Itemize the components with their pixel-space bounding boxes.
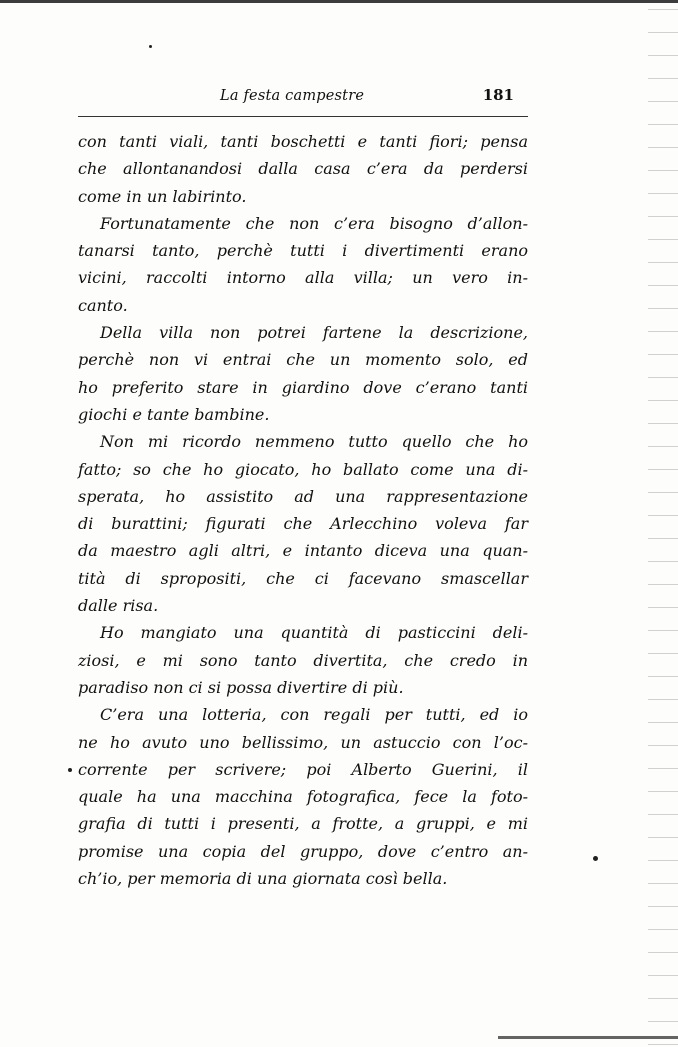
body-text <box>78 128 528 892</box>
ink-speck <box>68 768 72 772</box>
text-line: che allontanandosi dalla casa c’era da perdersi <box>78 159 528 179</box>
text-line: tità di spropositi, che ci facevano smascellar <box>78 568 528 588</box>
page-header <box>78 86 528 116</box>
text-line: canto. <box>78 295 128 315</box>
text-line: quale ha una macchina fotografica, fece la foto- <box>78 787 528 807</box>
text-line: Non mi ricordo nemmeno tutto quello che ho <box>100 432 528 452</box>
header-rule <box>78 116 528 117</box>
text-line: ch’io, per memoria di una giornata così bella. <box>78 869 448 889</box>
text-line: ziosi, e mi sono tanto divertita, che credo in <box>78 650 528 670</box>
text-line: giochi e tante bambine. <box>78 404 270 424</box>
scan-edge-right <box>648 0 678 1047</box>
text-line: promise una copia del gruppo, dove c’entro an- <box>78 841 528 861</box>
scan-edge-top <box>0 0 678 14</box>
paragraph <box>78 210 528 319</box>
text-line: C’era una lotteria, con regali per tutti, ed io <box>100 705 528 725</box>
text-line: paradiso non ci si possa divertire di più. <box>78 677 404 697</box>
text-line: Della villa non potrei fartene la descrizione, <box>100 323 528 343</box>
text-line: dalle risa. <box>78 596 159 616</box>
paragraph <box>78 428 528 619</box>
text-line: Fortunatamente che non c’era bisogno d’allon- <box>100 213 528 233</box>
paragraph <box>78 319 528 428</box>
text-line: di burattini; figurati che Arlecchino voleva far <box>78 514 528 534</box>
text-line: tanarsi tanto, perchè tutti i divertimenti erano <box>78 241 528 261</box>
text-line: da maestro agli altri, e intanto diceva una quan- <box>78 541 528 561</box>
paragraph <box>78 619 528 701</box>
ink-speck <box>593 856 598 861</box>
scan-edge-bottom <box>498 1036 678 1039</box>
text-line: ho preferito stare in giardino dove c’erano tanti <box>78 377 528 397</box>
text-line: Ho mangiato una quantità di pasticcini deli- <box>100 623 528 643</box>
page-number: 181 <box>482 86 514 104</box>
text-line: vicini, raccolti intorno alla villa; un vero in- <box>78 268 528 288</box>
running-title: La festa campestre <box>220 88 365 104</box>
paragraph <box>78 701 528 892</box>
ink-speck <box>149 45 152 48</box>
text-line: sperata, ho assistito ad una rappresentazione <box>78 486 528 506</box>
text-line: grafia di tutti i presenti, a frotte, a gruppi, e mi <box>78 814 528 834</box>
text-line: ne ho avuto uno bellissimo, un astuccio con l’oc- <box>78 732 528 752</box>
text-line: fatto; so che ho giocato, ho ballato come una di- <box>78 459 528 479</box>
text-line: con tanti viali, tanti boschetti e tanti fiori; pensa <box>78 132 528 151</box>
text-line: come in un labirinto. <box>78 186 247 206</box>
text-line: corrente per scrivere; poi Alberto Guerini, il <box>78 759 528 779</box>
text-line: perchè non vi entrai che un momento solo, ed <box>78 350 528 370</box>
paragraph <box>78 128 528 210</box>
